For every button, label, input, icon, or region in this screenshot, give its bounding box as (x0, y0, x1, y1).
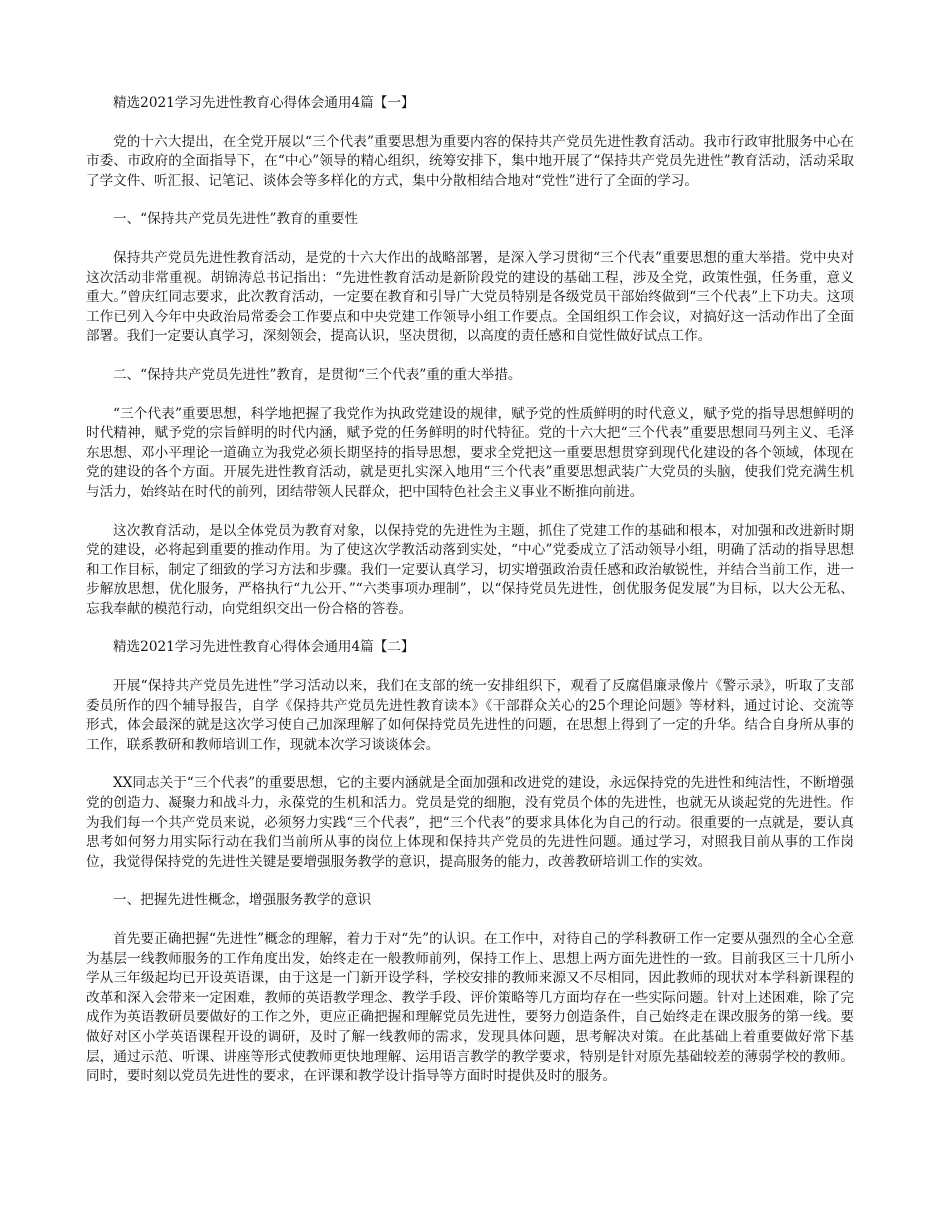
paragraph: 党的十六大提出，在全党开展以“三个代表”重要思想为重要内容的保持共产党员先进性教育活动。我市行政审批服务中心在市委、市政府的全面指导下，在“中心”领导的精心组织，统筹安排下，集中地开展了“保持共产党员先进性”教育活动，活动采取了学文件、听汇报、记笔记、谈体会等多样化的方式，集中分散相结合地对“党性”进行了全面的学习。 (86, 133, 854, 189)
document-page (86, 94, 854, 1106)
paragraph: 首先要正确把握“先进性”概念的理解，着力于对“先”的认识。在工作中，对待自己的学科教研工作一定要从强烈的全心全意为基层一线教师服务的工作角度出发，始终走在一般教师前列，保持工作上、思想上两方面先进性的一致。目前我区三十几所小学从三年级起均已开设英语课，由于这是一门新开设学科，学校安排的教师来源又不尽相同，因此教师的现状对本学科新课程的改革和深入会带来一定困难，教师的英语教学理念、教学手段、评价策略等几方面均存在一些实际问题。针对上述困难，除了完成作为英语教研员要做好的工作之外，更应正确把握和理解党员先进性，要努力创造条件，自己始终走在课改服务的第一线。要做好对区小学英语课程开设的调研，及时了解一线教师的需求，发现具体问题，思考解决对策。在此基础上着重要做好常下基层，通过示范、听课、讲座等形式使教师更快地理解、运用语言教学的教学要求，特别是针对原先基础较差的薄弱学校的教师。同时，要时刻以党员先进性的要求，在评课和教学设计指导等方面时时提供及时的服务。 (86, 931, 854, 1085)
paragraph: 开展“保持共产党员先进性”学习活动以来，我们在支部的统一安排组织下，观看了反腐倡廉录像片《警示录》，听取了支部委员所作的四个辅导报告，自学《保持共产党员先进性教育读本》《干部群众关心的25个理论问题》等材料，通过讨论、交流等形式，体会最深的就是这次学习使自己加深理解了如何保持党员先进性的问题，在思想上得到了一定的升华。结合自身所从事的工作，联系教研和教师培训工作，现就本次学习谈谈体会。 (86, 678, 854, 753)
section-title: 精选2021学习先进性教育心得体会通用4篇【一】 (113, 95, 415, 111)
paragraph: XX同志关于“三个代表”的重要思想，它的主要内涵就是全面加强和改进党的建设，永远保持党的先进性和纯洁性，不断增强党的创造力、凝聚力和战斗力，永葆党的生机和活力。党员是党的细胞，没有党员个体的先进性，也就无从谈起党的先进性。作为我们每一个共产党员来说，必须努力实践“三个代表”，把“三个代表”的要求具体化为自己的行动。很重要的一点就是，要认真思考如何努力用实际行动在我们当前所从事的岗位上体现和保持共产党员的先进性问题。通过学习，对照我目前从事的工作岗位，我觉得保持党的先进性关键是要增强服务教学的意识，提高服务的能力，改善教研培训工作的实效。 (86, 775, 854, 870)
paragraph: 这次教育活动，是以全体党员为教育对象，以保持党的先进性为主题，抓住了党建工作的基础和根本，对加强和改进新时期党的建设，必将起到重要的推动作用。为了使这次学教活动落到实处，“中心”党委成立了活动领导小组，明确了活动的指导思想和工作目标，制定了细致的学习方法和步骤。我们一定要认真学习，切实增强政治责任感和政治敏锐性，并结合当前工作，进一步解放思想，优化服务，严格执行“九公开、”“六类事项办理制”，以“保持党员先进性，创优服务促发展”为目标，以大公无私、忘我奉献的模范行动，向党组织交出一份合格的答卷。 (86, 522, 854, 617)
section-heading: 一、“保持共产党员先进性”教育的重要性 (113, 211, 358, 228)
section-title: 精选2021学习先进性教育心得体会通用4篇【二】 (113, 639, 415, 656)
paragraph: “三个代表”重要思想，科学地把握了我党作为执政党建设的规律，赋予党的性质鲜明的时代意义，赋予党的指导思想鲜明的时代精神，赋予党的宗旨鲜明的时代内涵，赋予党的任务鲜明的时代特征。党的十六大把“三个代表”重要思想同马列主义、毛泽东思想、邓小平理论一道确立为我党必须长期坚持的指导思想，要求全党把这一重要思想贯穿到现代化建设的各个领域，体现在党的建设的各个方面。开展先进性教育活动，就是更扎实深入地用“三个代表”重要思想武装广大党员的头脑，使我们党充满生机与活力，始终站在时代的前列，团结带领人民群众，把中国特色社会主义事业不断推向前进。 (86, 405, 854, 500)
section-heading: 一、把握先进性概念，增强服务教学的意识 (113, 892, 372, 909)
section-heading: 二、“保持共产党员先进性”教育，是贯彻“三个代表”重的重大举措。 (113, 366, 522, 383)
paragraph: 保持共产党员先进性教育活动，是党的十六大作出的战略部署，是深入学习贯彻“三个代表”重要思想的重大举措。党中央对这次活动非常重视。胡锦涛总书记指出：“先进性教育活动是新阶段党的建设的基础工程，涉及全党，政策性强，任务重，意义重大。”曾庆红同志要求，此次教育活动，一定要在教育和引导广大党员特别是各级党员干部始终做到“三个代表”上下功夫。这项工作已列入今年中央政治局常委会工作要点和中央党建工作领导小组工作要点。全国组织工作会议，对搞好这一活动作出了全面部署。我们一定要认真学习，深刻领会，提高认识，坚决贯彻，以高度的责任感和自觉性做好试点工作。 (86, 249, 854, 345)
